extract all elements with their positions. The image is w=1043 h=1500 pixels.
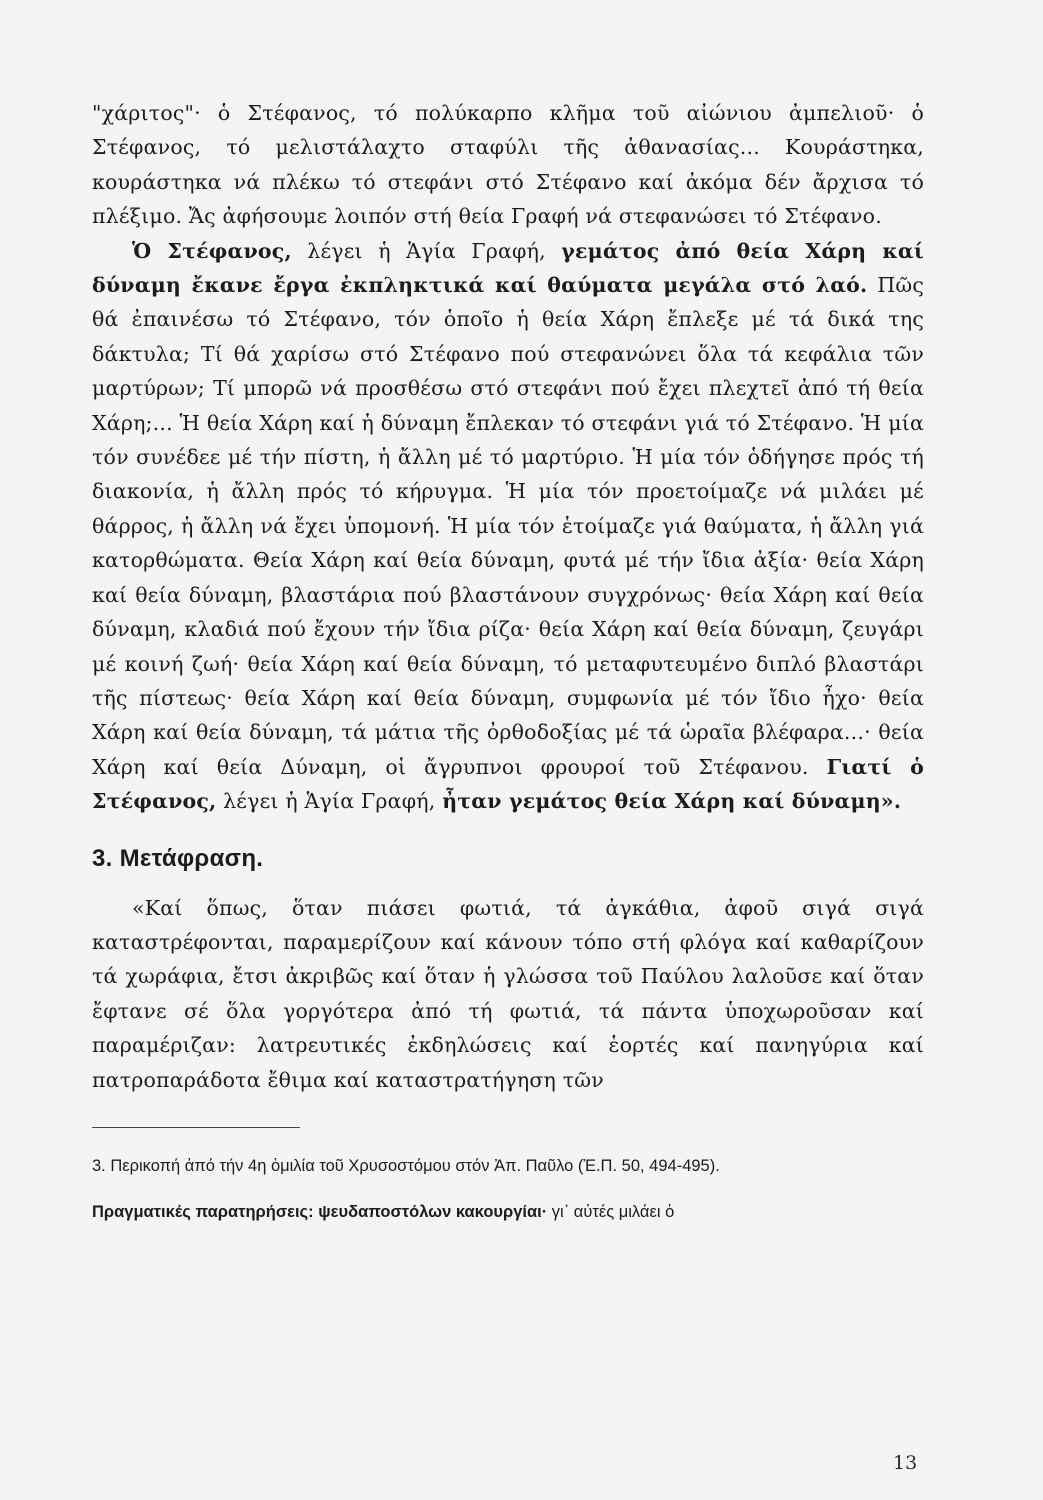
paragraph-translation: «Καί ὅπως, ὅταν πιάσει φωτιά, τά ἀγκάθια, ἀφοῦ σιγά σιγά καταστρέφονται, παραμερίζουν καί κάνουν τόπο στή φλόγα καί καθαρίζουν τά χωράφια, ἔτσι ἀκριβῶς καί ὅταν ἡ γλώσσα τοῦ Παύλου λαλοῦσε καί ὅταν ἔφτανε σέ ὅλα γοργότερα ἀπό τή φωτιά, τά πάντα ὑποχωροῦσαν καί παραμέριζαν: λατρευτικές ἐκδηλώσεις καί ἑορτές καί πανηγύρια καί πατροπαράδοτα ἔθιμα καί καταστρατήγηση τῶν: [92, 895, 924, 1092]
text-span: λέγει ἡ Ἁγία Γραφή,: [216, 789, 443, 814]
bold-phrase: γεμάτος ἀπό θεία Χάρη καί δύναμη ἔκανε ἔργα ἐκπληκτικά καί θαύματα μεγάλα στό λαό.: [92, 238, 924, 298]
page-body: [92, 96, 924, 1224]
text-span: Πῶς θά ἐπαινέσω τό Στέφανο, τόν ὁποῖο ἡ θεία Χάρη ἔπλεξε μέ τά δικά της δάκτυλα; Τί θά χαρίσω στό Στέφανο πού στεφανώνει ὅλα τά κεφάλια τῶν μαρτύρων; Τί μπορῶ νά προσθέσω στό στεφάνι πού ἔχει πλεχτεῖ ἀπό τή θεία Χάρη;... Ἡ θεία Χάρη καί ἡ δύναμη ἔπλεκαν τό στεφάνι γιά τό Στέφανο. Ἡ μία τόν συνέδεε μέ τήν πίστη, ἡ ἄλλη μέ τό μαρτύριο. Ἡ μία τόν ὁδήγησε πρός τή διακονία, ἡ ἄλλη πρός τό κήρυγμα. Ἡ μία τόν προετοίμαζε νά μιλάει μέ θάρρος, ἡ ἄλλη νά ἔχει ὑπομονή. Ἡ μία τόν ἑτοίμαζε γιά θαύματα, ἡ ἄλλη γιά κατορθώματα. Θεία Χάρη καί θεία δύναμη, φυτά μέ τήν ἴδια ἀξία· θεία Χάρη καί θεία δύναμη, βλαστάρια πού βλαστάνουν συγχρόνως· θεία Χάρη καί θεία δύναμη, κλαδιά πού ἔχουν τήν ἴδια ρίζα· θεία Χάρη καί θεία δύναμη, ζευγάρι μέ κοινή ζωή· θεία Χάρη καί θεία δύναμη, τό μεταφυτευμένο διπλό βλαστάρι τῆς πίστεως· θεία Χάρη καί θεία δύναμη, συμφωνία μέ τόν ἴδιο ἦχο· θεία Χάρη καί θεία δύναμη, τά μάτια τῆς ὀρθοδοξίας μέ τά ὡραῖα βλέφαρα...· θεία Χάρη καί θεία Δύναμη, οἱ ἄγρυπνοι φρουροί τοῦ Στέφανου.: [92, 273, 924, 779]
paragraph-stephanos-intro: "χάριτος"· ὁ Στέφανος, τό πολύκαρπο κλῆμα τοῦ αἰώνιου ἀμπελιοῦ· ὁ Στέφανος, τό μελιστάλαχτο σταφύλι τῆς ἀθανασίας... Κουράστηκα, κουράστηκα νά πλέκω τό στεφάνι στό Στέφανο καί ἀκόμα δέν ἄρχισα τό πλέξιμο. Ἄς ἀφήσουμε λοιπόν στή θεία Γραφή νά στεφανώσει τό Στέφανο.: [92, 101, 924, 229]
page-number: 13: [893, 1452, 918, 1474]
bold-phrase: Ὁ Στέφανος,: [132, 238, 292, 263]
text-span: λέγει ἡ Ἁγία Γραφή,: [291, 238, 562, 263]
bold-phrase: ἦταν γεμάτος θεία Χάρη καί δύναμη».: [442, 789, 902, 814]
footnote-divider: [92, 1127, 300, 1128]
footnote-source: 3. Περικοπή ἀπό τήν 4η ὁμιλία τοῦ Χρυσοστόμου στόν Ἀπ. Παῦλο (Ἐ.Π. 50, 494-495).: [92, 1156, 720, 1175]
section-heading-translation: 3. Μετάφραση.: [92, 844, 264, 872]
footnote-text: γι᾽ αὐτές μιλάει ὁ: [547, 1202, 675, 1221]
paragraph-holy-scripture: [92, 234, 924, 819]
footnote-bold-label: Πραγματικές παρατηρήσεις: ψευδαποστόλων κακουργίαι·: [92, 1202, 548, 1221]
bold-phrase: Γιατί ὁ Στέφανος,: [92, 754, 924, 814]
footnote-observations: [92, 1200, 924, 1224]
